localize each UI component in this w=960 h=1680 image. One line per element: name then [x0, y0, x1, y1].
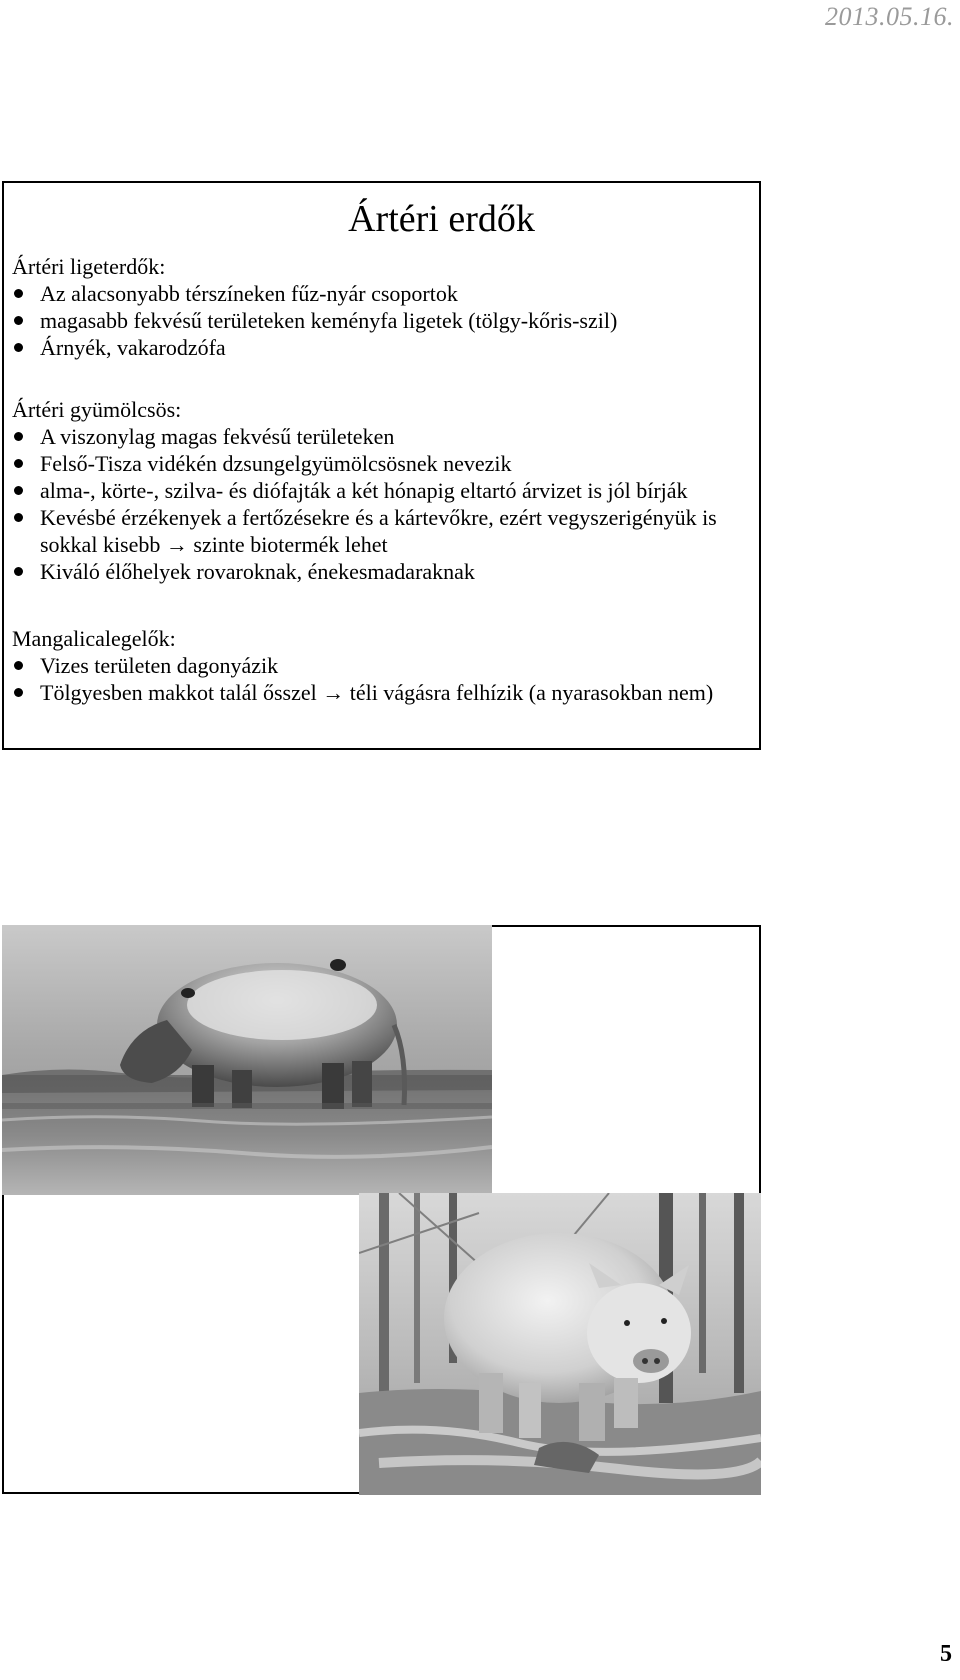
- bullet-list: [12, 280, 749, 361]
- section-arteri-gyumolcsos: [12, 396, 749, 585]
- bullet-icon: [14, 432, 23, 441]
- list-item: Árnyék, vakarodzófa: [12, 334, 749, 361]
- bullet-list: [12, 652, 749, 706]
- slide-text-panel: [2, 181, 761, 750]
- bullet-icon: [14, 567, 23, 576]
- mangalica-in-water-photo: [2, 925, 492, 1195]
- section-mangalicalegelok: [12, 625, 749, 706]
- bullet-icon: [14, 343, 23, 352]
- bullet-icon: [14, 486, 23, 495]
- list-item: Kiváló élőhelyek rovaroknak, énekesmadaraknak: [12, 558, 749, 585]
- list-item: Felső-Tisza vidékén dzsungelgyümölcsösnek nevezik: [12, 450, 749, 477]
- page-date: 2013.05.16.: [825, 2, 954, 31]
- list-item: Tölgyesben makkot talál ősszel → téli vágásra felhízik (a nyarasokban nem): [12, 679, 749, 706]
- bullet-list: [12, 423, 749, 585]
- section-arteri-ligeterdok: [12, 253, 749, 361]
- list-item: A viszonylag magas fekvésű területeken: [12, 423, 749, 450]
- list-item: Kevésbé érzékenyek a fertőzésekre és a kártevőkre, ezért vegyszerigényük is sokkal kisebb → szinte biotermék lehet: [12, 504, 749, 558]
- list-item: magasabb fekvésű területeken keményfa ligetek (tölgy-kőris-szil): [12, 307, 749, 334]
- bullet-icon: [14, 316, 23, 325]
- bullet-icon: [14, 661, 23, 670]
- list-item: alma-, körte-, szilva- és diófajták a két hónapig eltartó árvizet is jól bírják: [12, 477, 749, 504]
- mangalica-in-forest-photo: [359, 1193, 761, 1495]
- list-item: Vizes területen dagonyázik: [12, 652, 749, 679]
- section-heading: Mangalicalegelők:: [12, 626, 176, 651]
- section-heading: Ártéri ligeterdők:: [12, 254, 166, 279]
- page-number: 5: [940, 1641, 952, 1667]
- bullet-icon: [14, 688, 23, 697]
- bullet-icon: [14, 459, 23, 468]
- section-heading: Ártéri gyümölcsös:: [12, 397, 182, 422]
- list-item: Az alacsonyabb térszíneken fűz-nyár csoportok: [12, 280, 749, 307]
- bullet-icon: [14, 289, 23, 298]
- bullet-icon: [14, 513, 23, 522]
- slide-title: Ártéri erdők: [348, 198, 535, 240]
